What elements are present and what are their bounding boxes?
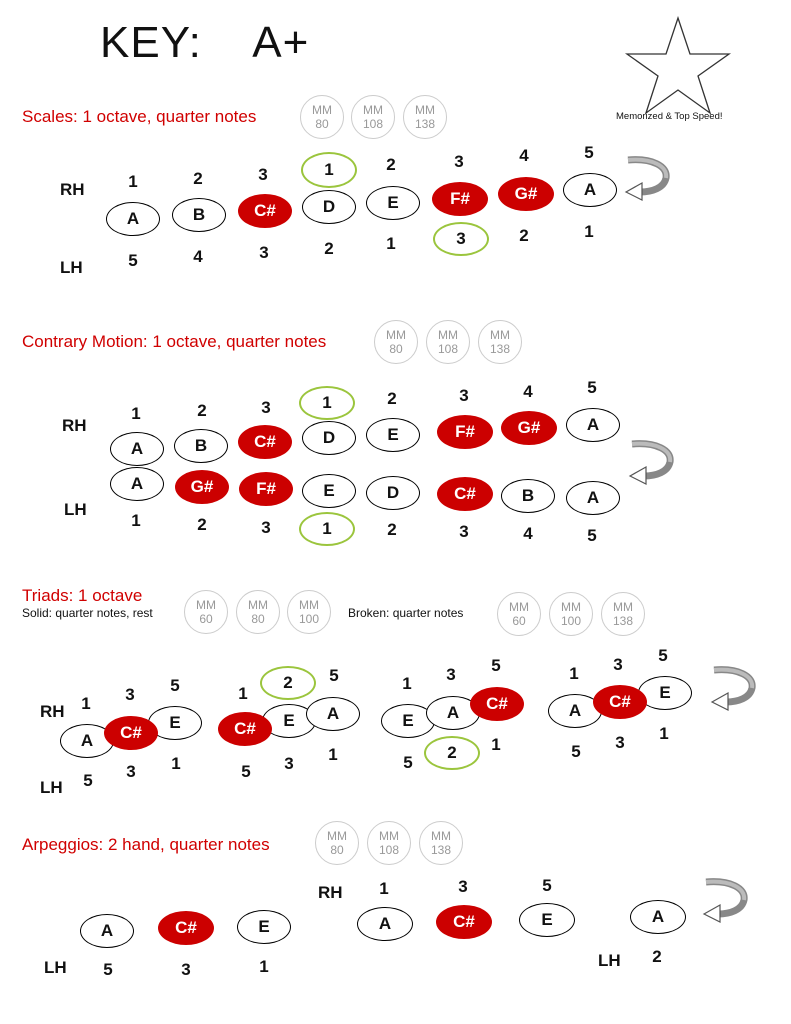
mm-badge: MM 138 xyxy=(419,821,463,865)
note-oval-sharp: F# xyxy=(239,472,293,506)
note-oval: A xyxy=(306,697,360,731)
note-oval: B xyxy=(172,198,226,232)
mm-badge: MM 138 xyxy=(601,592,645,636)
mm-badge: MM 138 xyxy=(403,95,447,139)
rh-finger: 2 xyxy=(197,401,207,420)
lh-finger: 1 xyxy=(386,234,396,253)
rh-finger: 3 xyxy=(125,685,135,704)
note-oval: E xyxy=(302,474,356,508)
note-oval: B xyxy=(501,479,555,513)
lh-finger: 2 xyxy=(197,515,207,534)
mm-badge: MM 60 xyxy=(184,590,228,634)
rh-finger-highlighted: 1 xyxy=(301,152,357,188)
repeat-arrow-icon xyxy=(622,156,672,202)
lh-finger: 2 xyxy=(519,226,529,245)
mm-badge: MM 108 xyxy=(351,95,395,139)
lh-finger: 4 xyxy=(193,247,203,266)
rh-finger: 2 xyxy=(386,155,396,174)
lh-finger: 3 xyxy=(284,754,294,773)
note-oval-sharp: C# xyxy=(218,712,272,746)
lh-finger: 3 xyxy=(181,960,191,979)
note-oval-sharp: C# xyxy=(470,687,524,721)
note-oval: E xyxy=(148,706,202,740)
note-oval-sharp: G# xyxy=(498,177,554,211)
lh-label: LH xyxy=(44,958,67,977)
lh-finger: 5 xyxy=(587,526,597,545)
rh-finger: 1 xyxy=(402,674,412,693)
scales-title: Scales: 1 octave, quarter notes xyxy=(22,107,257,126)
lh-finger: 1 xyxy=(328,745,338,764)
rh-finger: 2 xyxy=(193,169,203,188)
lh-finger: 3 xyxy=(261,518,271,537)
rh-finger: 5 xyxy=(584,143,594,162)
lh-finger: 5 xyxy=(241,762,251,781)
lh-label: LH xyxy=(598,951,621,970)
note-oval: D xyxy=(302,190,356,224)
rh-finger: 3 xyxy=(454,152,464,171)
rh-finger: 3 xyxy=(261,398,271,417)
rh-finger: 3 xyxy=(446,665,456,684)
rh-finger: 5 xyxy=(491,656,501,675)
rh-finger: 5 xyxy=(587,378,597,397)
note-oval: E xyxy=(519,903,575,937)
rh-finger: 4 xyxy=(519,146,529,165)
lh-finger: 5 xyxy=(128,251,138,270)
note-oval: A xyxy=(110,432,164,466)
rh-finger: 1 xyxy=(131,404,141,423)
rh-finger-highlighted: 2 xyxy=(260,666,316,700)
rh-finger: 1 xyxy=(379,879,389,898)
rh-label: RH xyxy=(62,416,87,435)
solid-caption: Solid: quarter notes, rest xyxy=(22,606,153,620)
mm-badge: MM 100 xyxy=(287,590,331,634)
lh-finger: 5 xyxy=(83,771,93,790)
note-oval: E xyxy=(237,910,291,944)
mm-badge: MM 100 xyxy=(549,592,593,636)
rh-finger: 4 xyxy=(523,382,533,401)
lh-finger: 2 xyxy=(324,239,334,258)
note-oval-sharp: C# xyxy=(593,685,647,719)
lh-finger-highlighted: 1 xyxy=(299,512,355,546)
note-oval-sharp: G# xyxy=(175,470,229,504)
note-oval: E xyxy=(366,418,420,452)
mm-badge: MM 80 xyxy=(300,95,344,139)
star-caption: Memorized & Top Speed! xyxy=(616,111,723,122)
repeat-arrow-icon xyxy=(626,440,676,486)
rh-label: RH xyxy=(40,702,65,721)
rh-label: RH xyxy=(60,180,85,199)
note-oval-sharp: C# xyxy=(437,477,493,511)
lh-finger: 3 xyxy=(259,243,269,262)
note-oval: A xyxy=(566,408,620,442)
note-oval: D xyxy=(366,476,420,510)
rh-finger: 5 xyxy=(329,666,339,685)
lh-finger: 1 xyxy=(171,754,181,773)
note-oval: A xyxy=(80,914,134,948)
note-oval: A xyxy=(563,173,617,207)
note-oval: A xyxy=(110,467,164,501)
note-oval: A xyxy=(548,694,602,728)
note-oval: E xyxy=(262,704,316,738)
lh-finger: 5 xyxy=(571,742,581,761)
lh-finger: 5 xyxy=(403,753,413,772)
contrary-title: Contrary Motion: 1 octave, quarter notes xyxy=(22,332,327,351)
lh-label: LH xyxy=(40,778,63,797)
note-oval-sharp: C# xyxy=(104,716,158,750)
lh-finger: 1 xyxy=(659,724,669,743)
rh-finger: 3 xyxy=(459,386,469,405)
repeat-arrow-icon xyxy=(708,666,758,712)
note-oval: A xyxy=(60,724,114,758)
lh-finger-highlighted: 3 xyxy=(433,222,489,256)
note-oval-sharp: G# xyxy=(501,411,557,445)
lh-finger: 2 xyxy=(652,947,662,966)
triads-title: Triads: 1 octave xyxy=(22,586,143,605)
mm-badge: MM 138 xyxy=(478,320,522,364)
lh-finger: 3 xyxy=(615,733,625,752)
arpeggios-title: Arpeggios: 2 hand, quarter notes xyxy=(22,835,270,854)
lh-finger: 2 xyxy=(387,520,397,539)
mm-badge: MM 80 xyxy=(236,590,280,634)
lh-finger: 1 xyxy=(131,511,141,530)
rh-finger: 3 xyxy=(613,655,623,674)
rh-finger: 1 xyxy=(81,694,91,713)
note-oval-sharp: C# xyxy=(436,905,492,939)
note-oval-sharp: C# xyxy=(238,194,292,228)
note-oval-sharp: C# xyxy=(158,911,214,945)
note-oval: A xyxy=(566,481,620,515)
lh-finger: 1 xyxy=(584,222,594,241)
note-oval: A xyxy=(630,900,686,934)
mm-badge: MM 108 xyxy=(367,821,411,865)
rh-finger: 3 xyxy=(258,165,268,184)
lh-finger: 5 xyxy=(103,960,113,979)
note-oval: E xyxy=(366,186,420,220)
note-oval: A xyxy=(357,907,413,941)
rh-finger: 1 xyxy=(569,664,579,683)
lh-finger: 3 xyxy=(459,522,469,541)
note-oval: D xyxy=(302,421,356,455)
lh-finger: 1 xyxy=(491,735,501,754)
mm-badge: MM 80 xyxy=(315,821,359,865)
lh-finger: 4 xyxy=(523,524,533,543)
lh-label: LH xyxy=(64,500,87,519)
rh-finger-highlighted: 1 xyxy=(299,386,355,420)
rh-finger: 5 xyxy=(658,646,668,665)
rh-finger: 5 xyxy=(542,876,552,895)
page-title: KEY: A+ xyxy=(100,18,310,67)
mm-badge: MM 108 xyxy=(426,320,470,364)
note-oval: B xyxy=(174,429,228,463)
mm-badge: MM 60 xyxy=(497,592,541,636)
note-oval: A xyxy=(106,202,160,236)
rh-finger: 5 xyxy=(170,676,180,695)
note-oval: E xyxy=(381,704,435,738)
note-oval-sharp: C# xyxy=(238,425,292,459)
rh-finger: 3 xyxy=(458,877,468,896)
note-oval-sharp: F# xyxy=(437,415,493,449)
repeat-arrow-icon xyxy=(700,878,750,924)
rh-finger: 1 xyxy=(128,172,138,191)
note-oval: A xyxy=(426,696,480,730)
broken-caption: Broken: quarter notes xyxy=(348,606,464,620)
lh-finger: 1 xyxy=(259,957,269,976)
mm-badge: MM 80 xyxy=(374,320,418,364)
star-icon xyxy=(623,16,733,116)
rh-finger: 2 xyxy=(387,389,397,408)
note-oval: E xyxy=(638,676,692,710)
rh-label: RH xyxy=(318,883,343,902)
lh-finger-highlighted: 2 xyxy=(424,736,480,770)
lh-finger: 3 xyxy=(126,762,136,781)
rh-finger: 1 xyxy=(238,684,248,703)
note-oval-sharp: F# xyxy=(432,182,488,216)
lh-label: LH xyxy=(60,258,83,277)
